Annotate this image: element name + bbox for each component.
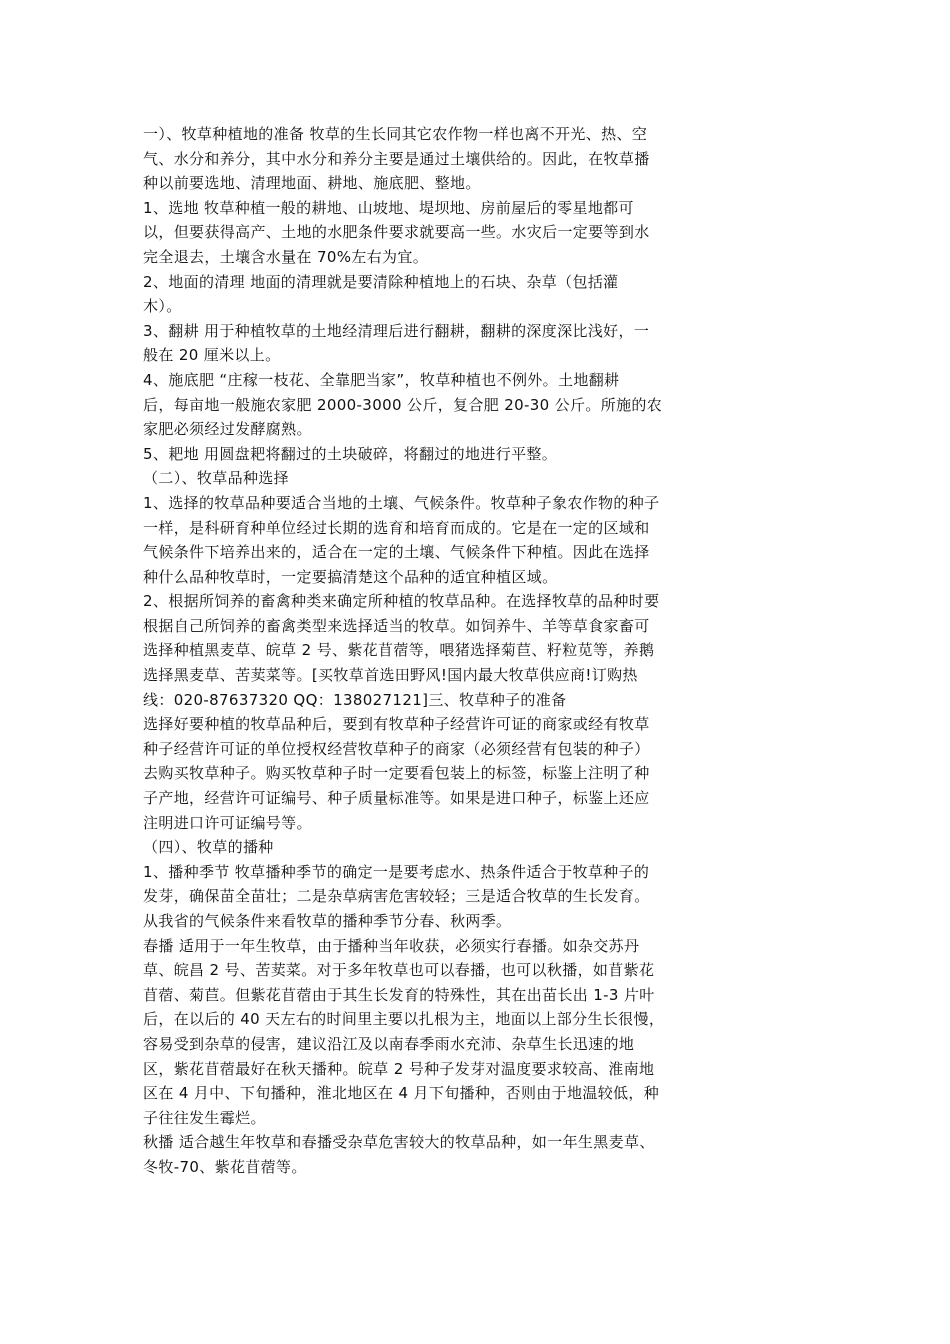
text-line: 子往往发生霉烂。 <box>143 1108 266 1127</box>
text-line: 选择种植黑麦草、皖草 2 号、紫花苜蓿等，喂猪选择菊苣、籽粒苋等，养鹅 <box>143 641 655 660</box>
text-line: 般在 20 厘米以上。 <box>143 346 281 365</box>
text-line: 4、施底肥 “庄稼一枝花、全靠肥当家”，牧草种植也不例外。土地翻耕 <box>143 370 620 389</box>
text-line: 春播 适用于一年生牧草，由于播种当年收获，必须实行春播。如杂交苏丹 <box>143 936 640 955</box>
text-line: 种子经营许可证的单位授权经营牧草种子的商家（必须经营有包装的种子） <box>143 739 650 758</box>
text-line: 气、水分和养分，其中水分和养分主要是通过土壤供给的。因此，在牧草播 <box>143 149 650 168</box>
text-line: 后，在以后的 40 天左右的时间里主要以扎根为主，地面以上部分生长很慢， <box>143 1010 665 1029</box>
text-line: 选择好要种植的牧草品种后，要到有牧草种子经营许可证的商家或经有牧草 <box>143 715 650 734</box>
text-line: 容易受到杂草的侵害，建议沿江及以南春季雨水充沛、杂草生长迅速的地 <box>143 1034 635 1053</box>
text-line: 区，紫花苜蓿最好在秋天播种。皖草 2 号种子发芽对温度要求较高、淮南地 <box>143 1059 655 1078</box>
text-line: 冬牧-70、紫花苜蓿等。 <box>143 1157 307 1176</box>
text-line: 一样，是科研育种单位经过长期的选育和培育而成的。它是在一定的区域和 <box>143 518 650 537</box>
text-line: 草、皖昌 2 号、苦荬菜。对于多年牧草也可以春播，也可以秋播，如苜紫花 <box>143 961 655 980</box>
text-line: 选择黑麦草、苦荬菜等。[买牧草首选田野风!国内最大牧草供应商!订购热 <box>143 666 638 685</box>
text-line: 木）。 <box>143 297 182 316</box>
text-line: 注明进口许可证编号等。 <box>143 813 312 832</box>
text-line: 1、播种季节 牧草播种季节的确定一是要考虑水、热条件适合于牧草种子的 <box>143 862 650 881</box>
text-line: 根据自己所饲养的畜禽类型来选择适当的牧草。如饲养牛、羊等草食家畜可 <box>143 616 650 635</box>
text-line: 秋播 适合越生年牧草和春播受杂草危害较大的牧草品种，如一年生黑麦草、 <box>143 1133 655 1152</box>
text-line: 3、翻耕 用于种植牧草的土地经清理后进行翻耕，翻耕的深度深比浅好，一 <box>143 321 650 340</box>
text-line: 1、选地 牧草种植一般的耕地、山坡地、堤坝地、房前屋后的零星地都可 <box>143 198 634 217</box>
text-line: 以，但要获得高产、土地的水肥条件要求就要高一些。水灾后一定要等到水 <box>143 223 650 242</box>
text-line: 5、耙地 用圆盘耙将翻过的土块破碎，将翻过的地进行平整。 <box>143 444 558 463</box>
text-line: 种什么品种牧草时，一定要搞清楚这个品种的适宜种植区域。 <box>143 567 558 586</box>
text-line: 家肥必须经过发酵腐熟。 <box>143 420 312 439</box>
document-body <box>143 122 709 1180</box>
text-line: 去购买牧草种子。购买牧草种子时一定要看包装上的标签，标鉴上注明了种 <box>143 764 650 783</box>
text-line: 发芽，确保苗全苗壮；二是杂草病害危害较轻；三是适合牧草的生长发育。 <box>143 887 650 906</box>
text-line: 苜蓿、菊苣。但紫花苜蓿由于其生长发育的特殊性，其在出苗长出 1-3 片叶 <box>143 985 655 1004</box>
text-line: 2、根据所饲养的畜禽种类来确定所种植的牧草品种。在选择牧草的品种时要 <box>143 592 660 611</box>
text-line: 种以前要选地、清理地面、耕地、施底肥、整地。 <box>143 174 481 193</box>
text-line: （四）、牧草的播种 <box>143 838 274 857</box>
text-line: 后，每亩地一般施农家肥 2000-3000 公斤，复合肥 20-30 公斤。所施的农 <box>143 395 663 414</box>
text-line: 线：020-87637320 QQ：138027121]三、牧草种子的准备 <box>143 690 567 709</box>
text-line: 1、选择的牧草品种要适合当地的土壤、气候条件。牧草种子象农作物的种子 <box>143 493 660 512</box>
text-line: 一）、牧草种植地的准备 牧草的生长同其它农作物一样也离不开光、热、空 <box>143 125 648 143</box>
text-line: （二）、牧草品种选择 <box>143 469 290 488</box>
text-line: 子产地，经营许可证编号、种子质量标准等。如果是进口种子，标鉴上还应 <box>143 789 650 808</box>
text-line: 气候条件下培养出来的，适合在一定的土壤、气候条件下种植。因此在选择 <box>143 543 650 562</box>
text-line: 完全退去，土壤含水量在 70%左右为宜。 <box>143 247 429 266</box>
text-line: 区在 4 月中、下旬播种，淮北地区在 4 月下旬播种，否则由于地温较低，种 <box>143 1084 660 1103</box>
text-line: 从我省的气候条件来看牧草的播种季节分春、秋两季。 <box>143 912 512 930</box>
text-line: 2、地面的清理 地面的清理就是要清除种植地上的石块、杂草（包括灌 <box>143 272 619 291</box>
